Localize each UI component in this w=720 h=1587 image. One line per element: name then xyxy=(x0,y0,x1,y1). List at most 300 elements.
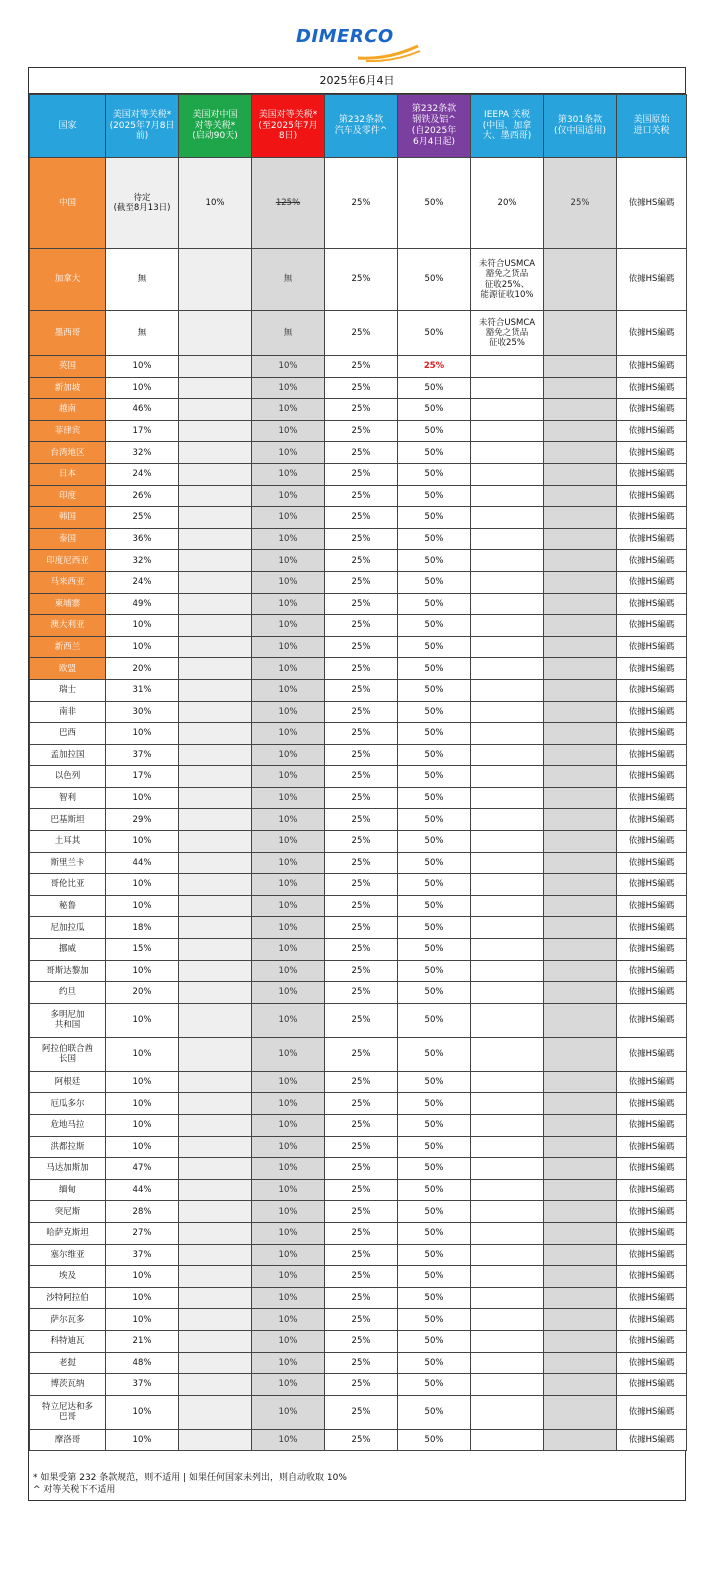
cell-c1: 17% xyxy=(106,420,179,442)
cell-c5: 50% xyxy=(398,874,471,896)
cell-c1: 32% xyxy=(106,442,179,464)
cell-c7 xyxy=(544,1395,617,1429)
cell-c5: 50% xyxy=(398,1115,471,1137)
cell-c4: 25% xyxy=(325,249,398,311)
cell-c6 xyxy=(471,744,544,766)
cell-c5: 50% xyxy=(398,701,471,723)
cell-c3: 10% xyxy=(252,528,325,550)
country-cell: 巴基斯坦 xyxy=(30,809,106,831)
cell-c4: 25% xyxy=(325,679,398,701)
cell-c1: 10% xyxy=(106,787,179,809)
country-cell: 墨西哥 xyxy=(30,311,106,356)
cell-c2 xyxy=(179,311,252,356)
table-row xyxy=(30,1374,687,1396)
cell-c1: 27% xyxy=(106,1222,179,1244)
cell-c1: 30% xyxy=(106,701,179,723)
cell-c2 xyxy=(179,1330,252,1352)
cell-c8: 依據HS編碼 xyxy=(617,1136,687,1158)
cell-c6 xyxy=(471,831,544,853)
country-cell: 老挝 xyxy=(30,1352,106,1374)
cell-c8: 依據HS編碼 xyxy=(617,960,687,982)
table-row xyxy=(30,1222,687,1244)
country-cell: 秘鲁 xyxy=(30,895,106,917)
cell-c4: 25% xyxy=(325,528,398,550)
table-row xyxy=(30,311,687,356)
cell-c8: 依據HS編碼 xyxy=(617,1309,687,1331)
cell-c6 xyxy=(471,528,544,550)
cell-c4: 25% xyxy=(325,1136,398,1158)
cell-c8: 依據HS編碼 xyxy=(617,1222,687,1244)
cell-c4: 25% xyxy=(325,507,398,529)
cell-c1: 無 xyxy=(106,311,179,356)
cell-c3: 10% xyxy=(252,658,325,680)
cell-c6 xyxy=(471,1115,544,1137)
cell-c3: 10% xyxy=(252,399,325,421)
cell-c5: 50% xyxy=(398,1352,471,1374)
cell-c4: 25% xyxy=(325,463,398,485)
cell-c1: 10% xyxy=(106,615,179,637)
cell-c4: 25% xyxy=(325,356,398,378)
cell-c3: 10% xyxy=(252,571,325,593)
cell-c1: 10% xyxy=(106,1115,179,1137)
cell-c4: 25% xyxy=(325,420,398,442)
cell-c8: 依據HS編碼 xyxy=(617,507,687,529)
cell-c8: 依據HS編碼 xyxy=(617,679,687,701)
cell-c5: 50% xyxy=(398,311,471,356)
cell-c4: 25% xyxy=(325,571,398,593)
cell-c3: 10% xyxy=(252,917,325,939)
cell-c4: 25% xyxy=(325,809,398,831)
cell-c1: 10% xyxy=(106,723,179,745)
cell-c1: 10% xyxy=(106,356,179,378)
cell-c3: 10% xyxy=(252,831,325,853)
cell-c4: 25% xyxy=(325,917,398,939)
cell-c7 xyxy=(544,399,617,421)
cell-c5: 50% xyxy=(398,723,471,745)
table-row xyxy=(30,442,687,464)
cell-c7 xyxy=(544,1136,617,1158)
cell-c2 xyxy=(179,874,252,896)
country-cell: 巴西 xyxy=(30,723,106,745)
cell-c7 xyxy=(544,356,617,378)
cell-c4: 25% xyxy=(325,1201,398,1223)
cell-c6 xyxy=(471,550,544,572)
table-row xyxy=(30,636,687,658)
cell-c5: 50% xyxy=(398,766,471,788)
table-row xyxy=(30,485,687,507)
footnote-2: ^ 对等关税下不适用 xyxy=(33,1485,116,1495)
tariff-table-frame xyxy=(28,67,686,1501)
cell-c4: 25% xyxy=(325,485,398,507)
country-cell: 多明尼加 共和国 xyxy=(30,1003,106,1037)
cell-c3: 10% xyxy=(252,1003,325,1037)
cell-c2 xyxy=(179,1003,252,1037)
cell-c2 xyxy=(179,1395,252,1429)
cell-c5: 50% xyxy=(398,463,471,485)
cell-c3: 10% xyxy=(252,1429,325,1451)
cell-c7 xyxy=(544,377,617,399)
footnotes xyxy=(33,1472,347,1496)
cell-c4: 25% xyxy=(325,636,398,658)
country-cell: 印度尼西亚 xyxy=(30,550,106,572)
cell-c2 xyxy=(179,701,252,723)
table-row xyxy=(30,1429,687,1451)
table-row xyxy=(30,874,687,896)
country-cell: 哥伦比亚 xyxy=(30,874,106,896)
cell-c3: 10% xyxy=(252,1330,325,1352)
cell-c7: 25% xyxy=(544,158,617,249)
cell-c1: 10% xyxy=(106,1003,179,1037)
cell-c3: 10% xyxy=(252,442,325,464)
cell-c5: 50% xyxy=(398,679,471,701)
cell-c1: 10% xyxy=(106,636,179,658)
table-body xyxy=(30,158,687,1451)
cell-c5: 50% xyxy=(398,1309,471,1331)
country-cell: 日本 xyxy=(30,463,106,485)
cell-c3: 10% xyxy=(252,723,325,745)
cell-c8: 依據HS編碼 xyxy=(617,1003,687,1037)
cell-c3: 10% xyxy=(252,1136,325,1158)
cell-c8: 依據HS編碼 xyxy=(617,1201,687,1223)
cell-c1: 待定 (截至8月13日) xyxy=(106,158,179,249)
cell-c6 xyxy=(471,377,544,399)
table-row xyxy=(30,1071,687,1093)
cell-c3: 10% xyxy=(252,895,325,917)
table-row xyxy=(30,744,687,766)
cell-c3: 10% xyxy=(252,615,325,637)
cell-c4: 25% xyxy=(325,701,398,723)
cell-c6 xyxy=(471,679,544,701)
cell-c1: 44% xyxy=(106,1179,179,1201)
table-row xyxy=(30,723,687,745)
cell-c6 xyxy=(471,1093,544,1115)
cell-c8: 依據HS編碼 xyxy=(617,571,687,593)
column-header-5: 第232条款 钢铁及铝^ (自2025年 6月4日起) xyxy=(398,95,471,158)
cell-c2: 10% xyxy=(179,158,252,249)
cell-c6: 20% xyxy=(471,158,544,249)
table-row xyxy=(30,1266,687,1288)
cell-c7 xyxy=(544,831,617,853)
cell-c7 xyxy=(544,1003,617,1037)
cell-c6 xyxy=(471,1330,544,1352)
cell-c1: 17% xyxy=(106,766,179,788)
cell-c8: 依據HS編碼 xyxy=(617,766,687,788)
cell-c1: 15% xyxy=(106,939,179,961)
table-row xyxy=(30,1136,687,1158)
country-cell: 阿拉伯联合酋 长国 xyxy=(30,1037,106,1071)
cell-c3: 10% xyxy=(252,1309,325,1331)
table-row xyxy=(30,1330,687,1352)
cell-c7 xyxy=(544,420,617,442)
cell-c6 xyxy=(471,1037,544,1071)
cell-c5: 50% xyxy=(398,1179,471,1201)
cell-c1: 21% xyxy=(106,1330,179,1352)
cell-c6: 未符合USMCA 豁免之货品 征收25% xyxy=(471,311,544,356)
cell-c7 xyxy=(544,982,617,1004)
column-header-4: 第232条款 汽车及零件^ xyxy=(325,95,398,158)
cell-c8: 依據HS編碼 xyxy=(617,1429,687,1451)
cell-c6 xyxy=(471,1395,544,1429)
cell-c7 xyxy=(544,1222,617,1244)
cell-c8: 依據HS編碼 xyxy=(617,485,687,507)
cell-c3: 10% xyxy=(252,485,325,507)
cell-c5: 50% xyxy=(398,420,471,442)
table-row xyxy=(30,1093,687,1115)
country-cell: 韩国 xyxy=(30,507,106,529)
cell-c2 xyxy=(179,1222,252,1244)
cell-c4: 25% xyxy=(325,1179,398,1201)
cell-c3: 10% xyxy=(252,1352,325,1374)
cell-c6 xyxy=(471,960,544,982)
cell-c8: 依據HS編碼 xyxy=(617,528,687,550)
cell-c2 xyxy=(179,571,252,593)
cell-c5: 50% xyxy=(398,852,471,874)
tariff-table xyxy=(29,94,687,1451)
country-cell: 土耳其 xyxy=(30,831,106,853)
cell-c8: 依據HS編碼 xyxy=(617,1244,687,1266)
table-row xyxy=(30,809,687,831)
cell-c5: 50% xyxy=(398,1201,471,1223)
cell-c2 xyxy=(179,1287,252,1309)
table-row xyxy=(30,249,687,311)
cell-c7 xyxy=(544,593,617,615)
cell-c1: 37% xyxy=(106,1244,179,1266)
table-row xyxy=(30,1115,687,1137)
column-header-8: 美国原始 进口关税 xyxy=(617,95,687,158)
cell-c4: 25% xyxy=(325,1071,398,1093)
cell-c3: 10% xyxy=(252,1374,325,1396)
cell-c6 xyxy=(471,1071,544,1093)
cell-c8: 依據HS編碼 xyxy=(617,399,687,421)
cell-c4: 25% xyxy=(325,1244,398,1266)
cell-c1: 26% xyxy=(106,485,179,507)
table-row xyxy=(30,1179,687,1201)
cell-c2 xyxy=(179,377,252,399)
cell-c6 xyxy=(471,1003,544,1037)
cell-c4: 25% xyxy=(325,1003,398,1037)
table-row xyxy=(30,1201,687,1223)
cell-c7 xyxy=(544,744,617,766)
cell-c7 xyxy=(544,528,617,550)
cell-c2 xyxy=(179,787,252,809)
cell-c2 xyxy=(179,809,252,831)
cell-c8: 依據HS編碼 xyxy=(617,831,687,853)
cell-c2 xyxy=(179,593,252,615)
cell-c5: 50% xyxy=(398,658,471,680)
table-row xyxy=(30,766,687,788)
cell-c3: 10% xyxy=(252,744,325,766)
cell-c1: 20% xyxy=(106,658,179,680)
cell-c6 xyxy=(471,1222,544,1244)
cell-c2 xyxy=(179,1309,252,1331)
cell-c4: 25% xyxy=(325,939,398,961)
cell-c5: 50% xyxy=(398,1093,471,1115)
cell-c8: 依據HS編碼 xyxy=(617,615,687,637)
cell-c3: 10% xyxy=(252,1201,325,1223)
table-row xyxy=(30,1287,687,1309)
cell-c3: 10% xyxy=(252,787,325,809)
cell-c1: 44% xyxy=(106,852,179,874)
cell-c6 xyxy=(471,982,544,1004)
country-cell: 缅甸 xyxy=(30,1179,106,1201)
cell-c1: 10% xyxy=(106,831,179,853)
cell-c6 xyxy=(471,442,544,464)
cell-c7 xyxy=(544,809,617,831)
cell-c1: 28% xyxy=(106,1201,179,1223)
cell-c5: 50% xyxy=(398,1374,471,1396)
cell-c3: 無 xyxy=(252,249,325,311)
country-cell: 突尼斯 xyxy=(30,1201,106,1223)
cell-c2 xyxy=(179,1071,252,1093)
cell-c2 xyxy=(179,766,252,788)
cell-c6: 未符合USMCA 豁免之货品 征收25%、 能源征收10% xyxy=(471,249,544,311)
cell-c1: 46% xyxy=(106,399,179,421)
cell-c7 xyxy=(544,1037,617,1071)
cell-c1: 20% xyxy=(106,982,179,1004)
cell-c6 xyxy=(471,939,544,961)
country-cell: 越南 xyxy=(30,399,106,421)
cell-c5: 50% xyxy=(398,636,471,658)
cell-c7 xyxy=(544,766,617,788)
table-row xyxy=(30,528,687,550)
country-cell: 以色列 xyxy=(30,766,106,788)
cell-c3: 10% xyxy=(252,766,325,788)
cell-c2 xyxy=(179,1352,252,1374)
cell-c7 xyxy=(544,787,617,809)
cell-c8: 依據HS編碼 xyxy=(617,874,687,896)
cell-c2 xyxy=(179,507,252,529)
cell-c3: 10% xyxy=(252,593,325,615)
cell-c7 xyxy=(544,442,617,464)
cell-c3: 10% xyxy=(252,939,325,961)
country-cell: 摩洛哥 xyxy=(30,1429,106,1451)
cell-c3: 10% xyxy=(252,701,325,723)
cell-c5: 50% xyxy=(398,377,471,399)
cell-c8: 依據HS編碼 xyxy=(617,377,687,399)
cell-c6 xyxy=(471,571,544,593)
cell-c5: 50% xyxy=(398,744,471,766)
cell-c4: 25% xyxy=(325,550,398,572)
table-header-row xyxy=(30,95,687,158)
cell-c3: 10% xyxy=(252,420,325,442)
cell-c2 xyxy=(179,442,252,464)
country-cell: 博茨瓦纳 xyxy=(30,1374,106,1396)
logo-swoosh-icon xyxy=(296,42,426,62)
cell-c5: 50% xyxy=(398,1222,471,1244)
cell-c6 xyxy=(471,874,544,896)
table-row xyxy=(30,701,687,723)
table-date-title: 2025年6月4日 xyxy=(29,68,685,94)
cell-c8: 依據HS編碼 xyxy=(617,939,687,961)
cell-c3: 10% xyxy=(252,1093,325,1115)
table-row xyxy=(30,1244,687,1266)
country-cell: 特立尼达和多 巴哥 xyxy=(30,1395,106,1429)
cell-c6 xyxy=(471,1179,544,1201)
cell-c1: 10% xyxy=(106,1136,179,1158)
cell-c6 xyxy=(471,1352,544,1374)
table-row xyxy=(30,377,687,399)
cell-c4: 25% xyxy=(325,831,398,853)
country-cell: 中国 xyxy=(30,158,106,249)
cell-c3: 10% xyxy=(252,1244,325,1266)
cell-c6 xyxy=(471,701,544,723)
cell-c8: 依據HS編碼 xyxy=(617,658,687,680)
table-row xyxy=(30,615,687,637)
cell-c7 xyxy=(544,1244,617,1266)
cell-c2 xyxy=(179,895,252,917)
cell-c7 xyxy=(544,852,617,874)
column-header-2: 美国对中国 对等关税* (启动90天) xyxy=(179,95,252,158)
cell-c4: 25% xyxy=(325,399,398,421)
cell-c1: 10% xyxy=(106,1037,179,1071)
cell-c4: 25% xyxy=(325,852,398,874)
cell-c8: 依據HS編碼 xyxy=(617,158,687,249)
cell-c5: 50% xyxy=(398,787,471,809)
cell-c4: 25% xyxy=(325,766,398,788)
cell-c8: 依據HS編碼 xyxy=(617,1071,687,1093)
cell-c5: 50% xyxy=(398,615,471,637)
table-row xyxy=(30,593,687,615)
cell-c2 xyxy=(179,463,252,485)
cell-c2 xyxy=(179,679,252,701)
cell-c6 xyxy=(471,766,544,788)
column-header-6: IEEPA 关税 (中国、加拿 大、墨西哥) xyxy=(471,95,544,158)
cell-c3: 10% xyxy=(252,463,325,485)
table-row xyxy=(30,917,687,939)
cell-c5: 50% xyxy=(398,550,471,572)
cell-c6 xyxy=(471,1374,544,1396)
cell-c2 xyxy=(179,723,252,745)
cell-c2 xyxy=(179,356,252,378)
country-cell: 危地马拉 xyxy=(30,1115,106,1137)
cell-c3: 10% xyxy=(252,636,325,658)
cell-c4: 25% xyxy=(325,593,398,615)
cell-c1: 10% xyxy=(106,1071,179,1093)
cell-c8: 依據HS編碼 xyxy=(617,1395,687,1429)
cell-c4: 25% xyxy=(325,658,398,680)
cell-c5: 50% xyxy=(398,960,471,982)
cell-c7 xyxy=(544,485,617,507)
cell-c1: 10% xyxy=(106,960,179,982)
cell-c6 xyxy=(471,1136,544,1158)
cell-c3: 10% xyxy=(252,550,325,572)
cell-c7 xyxy=(544,463,617,485)
cell-c5: 50% xyxy=(398,809,471,831)
cell-c7 xyxy=(544,723,617,745)
country-cell: 约旦 xyxy=(30,982,106,1004)
cell-c8: 依據HS編碼 xyxy=(617,356,687,378)
cell-c8: 依據HS編碼 xyxy=(617,723,687,745)
cell-c8: 依據HS編碼 xyxy=(617,1330,687,1352)
cell-c7 xyxy=(544,1158,617,1180)
table-row xyxy=(30,1395,687,1429)
cell-c3: 10% xyxy=(252,982,325,1004)
cell-c7 xyxy=(544,917,617,939)
cell-c7 xyxy=(544,960,617,982)
cell-c5: 50% xyxy=(398,1287,471,1309)
cell-c5: 50% xyxy=(398,593,471,615)
cell-c6 xyxy=(471,507,544,529)
cell-c3: 10% xyxy=(252,1287,325,1309)
cell-c2 xyxy=(179,615,252,637)
country-cell: 尼加拉瓜 xyxy=(30,917,106,939)
cell-c2 xyxy=(179,960,252,982)
cell-c1: 10% xyxy=(106,1266,179,1288)
cell-c2 xyxy=(179,1136,252,1158)
cell-c6 xyxy=(471,1266,544,1288)
cell-c1: 25% xyxy=(106,507,179,529)
cell-c2 xyxy=(179,939,252,961)
